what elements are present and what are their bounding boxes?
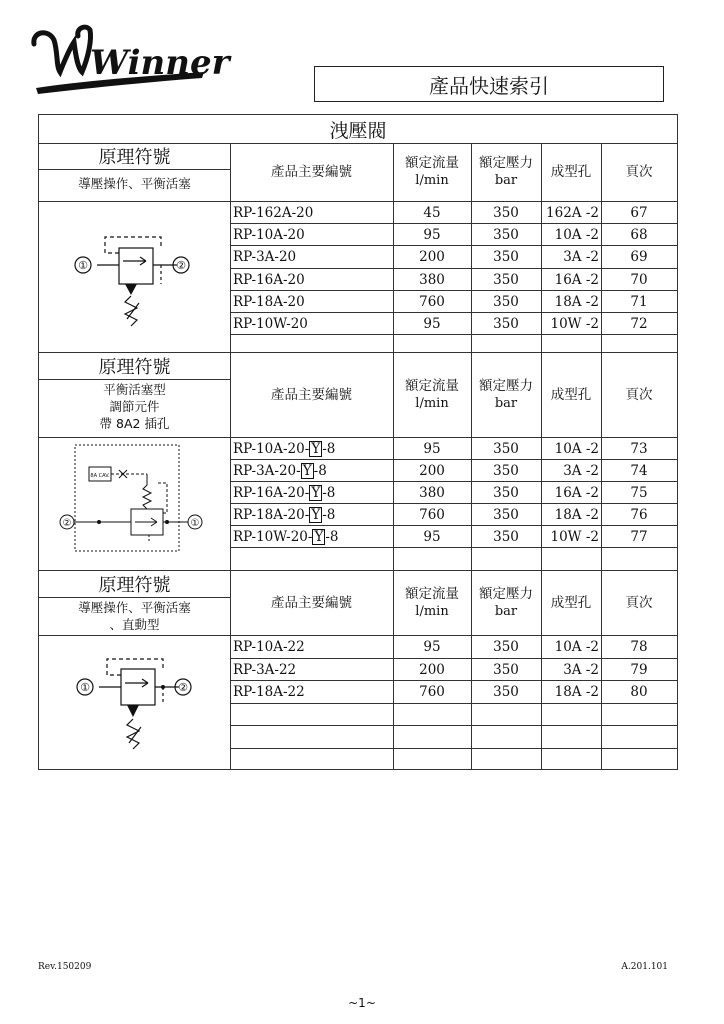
cavity: 3A -2 <box>563 463 599 479</box>
cavity: 18A -2 <box>554 507 599 523</box>
winner-logo <box>30 22 230 102</box>
pressure: 350 <box>493 316 519 332</box>
section-2 <box>39 353 677 571</box>
pressure: 350 <box>493 639 519 655</box>
product-code: RP-10A-20 <box>233 227 305 243</box>
product-code: RP-162A-20 <box>233 205 314 221</box>
flow: 95 <box>423 316 441 332</box>
product-code: RP-10A-20- Y -8 <box>233 441 336 457</box>
balanced-piston-valve-symbol <box>39 437 230 570</box>
symbol-desc: 導壓操作、平衡活塞 <box>78 176 191 191</box>
cavity: 10A -2 <box>554 639 599 655</box>
pressure: 350 <box>493 507 519 523</box>
document-number: A.201.101 <box>621 962 668 972</box>
direct-acting-relief-valve-symbol <box>39 635 230 770</box>
page-ref: 70 <box>630 272 648 288</box>
col-page: 頁次 <box>625 164 653 180</box>
col-cavity: 成型孔 <box>550 595 592 611</box>
port-2-label: ② <box>178 681 188 694</box>
cavity: 18A -2 <box>554 684 599 700</box>
pressure: 350 <box>493 485 519 501</box>
logo-wordmark: Winner <box>90 43 230 83</box>
page-ref: 68 <box>630 227 648 243</box>
revision-label: Rev.150209 <box>38 962 92 972</box>
flow: 760 <box>419 507 445 523</box>
symbol-desc-2: 、直動型 <box>109 617 160 632</box>
product-code: RP-10A-22 <box>233 639 305 655</box>
pressure: 350 <box>493 227 519 243</box>
page-title: 產品快速索引 <box>314 66 664 102</box>
product-code: RP-3A-22 <box>233 662 297 678</box>
page-ref: 79 <box>630 662 648 678</box>
cavity: 10A -2 <box>554 227 599 243</box>
pressure: 350 <box>493 205 519 221</box>
cavity: 10A -2 <box>554 441 599 457</box>
product-code: RP-16A-20 <box>233 272 305 288</box>
section-header <box>39 353 677 438</box>
product-code: RP-3A-20 <box>233 249 297 265</box>
product-code: RP-18A-22 <box>233 684 305 700</box>
pressure: 350 <box>493 272 519 288</box>
col-pressure: 額定壓力 bar <box>479 586 533 619</box>
product-code: RP-16A-20- Y -8 <box>233 485 336 501</box>
page-ref: 75 <box>630 485 648 501</box>
port-1-label: ① <box>78 259 88 272</box>
flow: 95 <box>423 639 441 655</box>
col-flow: 額定流量 l/min <box>405 155 459 188</box>
product-code: RP-10W-20- Y -8 <box>233 529 339 545</box>
col-page: 頁次 <box>625 595 653 611</box>
pressure: 350 <box>493 684 519 700</box>
pressure: 350 <box>493 294 519 310</box>
col-pressure: 額定壓力 bar <box>479 155 533 188</box>
product-code: RP-18A-20- Y -8 <box>233 507 336 523</box>
page-ref: 76 <box>630 507 648 523</box>
flow: 760 <box>419 294 445 310</box>
port-2-label: ② <box>176 259 186 272</box>
page-ref: 74 <box>630 463 648 479</box>
page-ref: 78 <box>630 639 648 655</box>
cavity: 16A -2 <box>554 485 599 501</box>
index-table <box>38 114 678 770</box>
cavity-symbol-label: 8A CAV. <box>90 473 110 479</box>
cavity: 10W -2 <box>550 316 599 332</box>
page-ref: 69 <box>630 249 648 265</box>
col-page: 頁次 <box>625 387 653 403</box>
category-title: 洩壓閥 <box>39 115 677 144</box>
relief-valve-symbol <box>39 201 230 352</box>
pressure: 350 <box>493 249 519 265</box>
col-flow: 額定流量 l/min <box>405 378 459 411</box>
product-code: RP-3A-20- Y -8 <box>233 463 327 479</box>
page-ref: 80 <box>630 684 648 700</box>
flow: 200 <box>419 463 445 479</box>
section-1 <box>39 143 677 353</box>
cavity: 18A -2 <box>554 294 599 310</box>
cavity: 16A -2 <box>554 272 599 288</box>
col-code: 產品主要編號 <box>271 387 352 403</box>
col-cavity: 成型孔 <box>550 387 592 403</box>
page-ref: 67 <box>630 205 648 221</box>
symbol-title: 原理符號 <box>39 353 230 380</box>
page-ref: 73 <box>630 441 648 457</box>
col-pressure: 額定壓力 bar <box>479 378 533 411</box>
col-code: 產品主要編號 <box>271 164 352 180</box>
flow: 200 <box>419 662 445 678</box>
port-2-label: ② <box>62 518 72 529</box>
product-code: RP-18A-20 <box>233 294 305 310</box>
symbol-desc-1: 平衡活塞型 <box>103 382 166 397</box>
flow: 95 <box>423 441 441 457</box>
col-flow: 額定流量 l/min <box>405 586 459 619</box>
flow: 380 <box>419 485 445 501</box>
section-header <box>39 571 677 636</box>
col-code: 產品主要編號 <box>271 595 352 611</box>
symbol-title: 原理符號 <box>39 571 230 598</box>
flow: 760 <box>419 684 445 700</box>
section-header <box>39 143 677 202</box>
flow: 95 <box>423 227 441 243</box>
pressure: 350 <box>493 662 519 678</box>
product-code: RP-10W-20 <box>233 316 308 332</box>
cavity: 10W -2 <box>550 529 599 545</box>
port-1-label: ① <box>80 681 90 694</box>
pressure: 350 <box>493 463 519 479</box>
flow: 380 <box>419 272 445 288</box>
page-ref: 77 <box>630 529 648 545</box>
page-ref: 72 <box>630 316 648 332</box>
cavity: 3A -2 <box>563 249 599 265</box>
page-number: ~1~ <box>348 996 376 1010</box>
pressure: 350 <box>493 441 519 457</box>
page-ref: 71 <box>630 294 648 310</box>
flow: 95 <box>423 529 441 545</box>
flow: 200 <box>419 249 445 265</box>
port-1-label: ① <box>190 518 200 529</box>
symbol-desc-1: 導壓操作、平衡活塞 <box>78 600 191 615</box>
symbol-desc-3: 帶 8A2 插孔 <box>99 416 170 431</box>
col-cavity: 成型孔 <box>550 164 592 180</box>
cavity: 162A -2 <box>546 205 599 221</box>
cavity: 3A -2 <box>563 662 599 678</box>
symbol-desc-2: 調節元件 <box>109 399 160 414</box>
pressure: 350 <box>493 529 519 545</box>
flow: 45 <box>423 205 441 221</box>
section-3 <box>39 571 677 770</box>
symbol-title: 原理符號 <box>39 143 230 170</box>
